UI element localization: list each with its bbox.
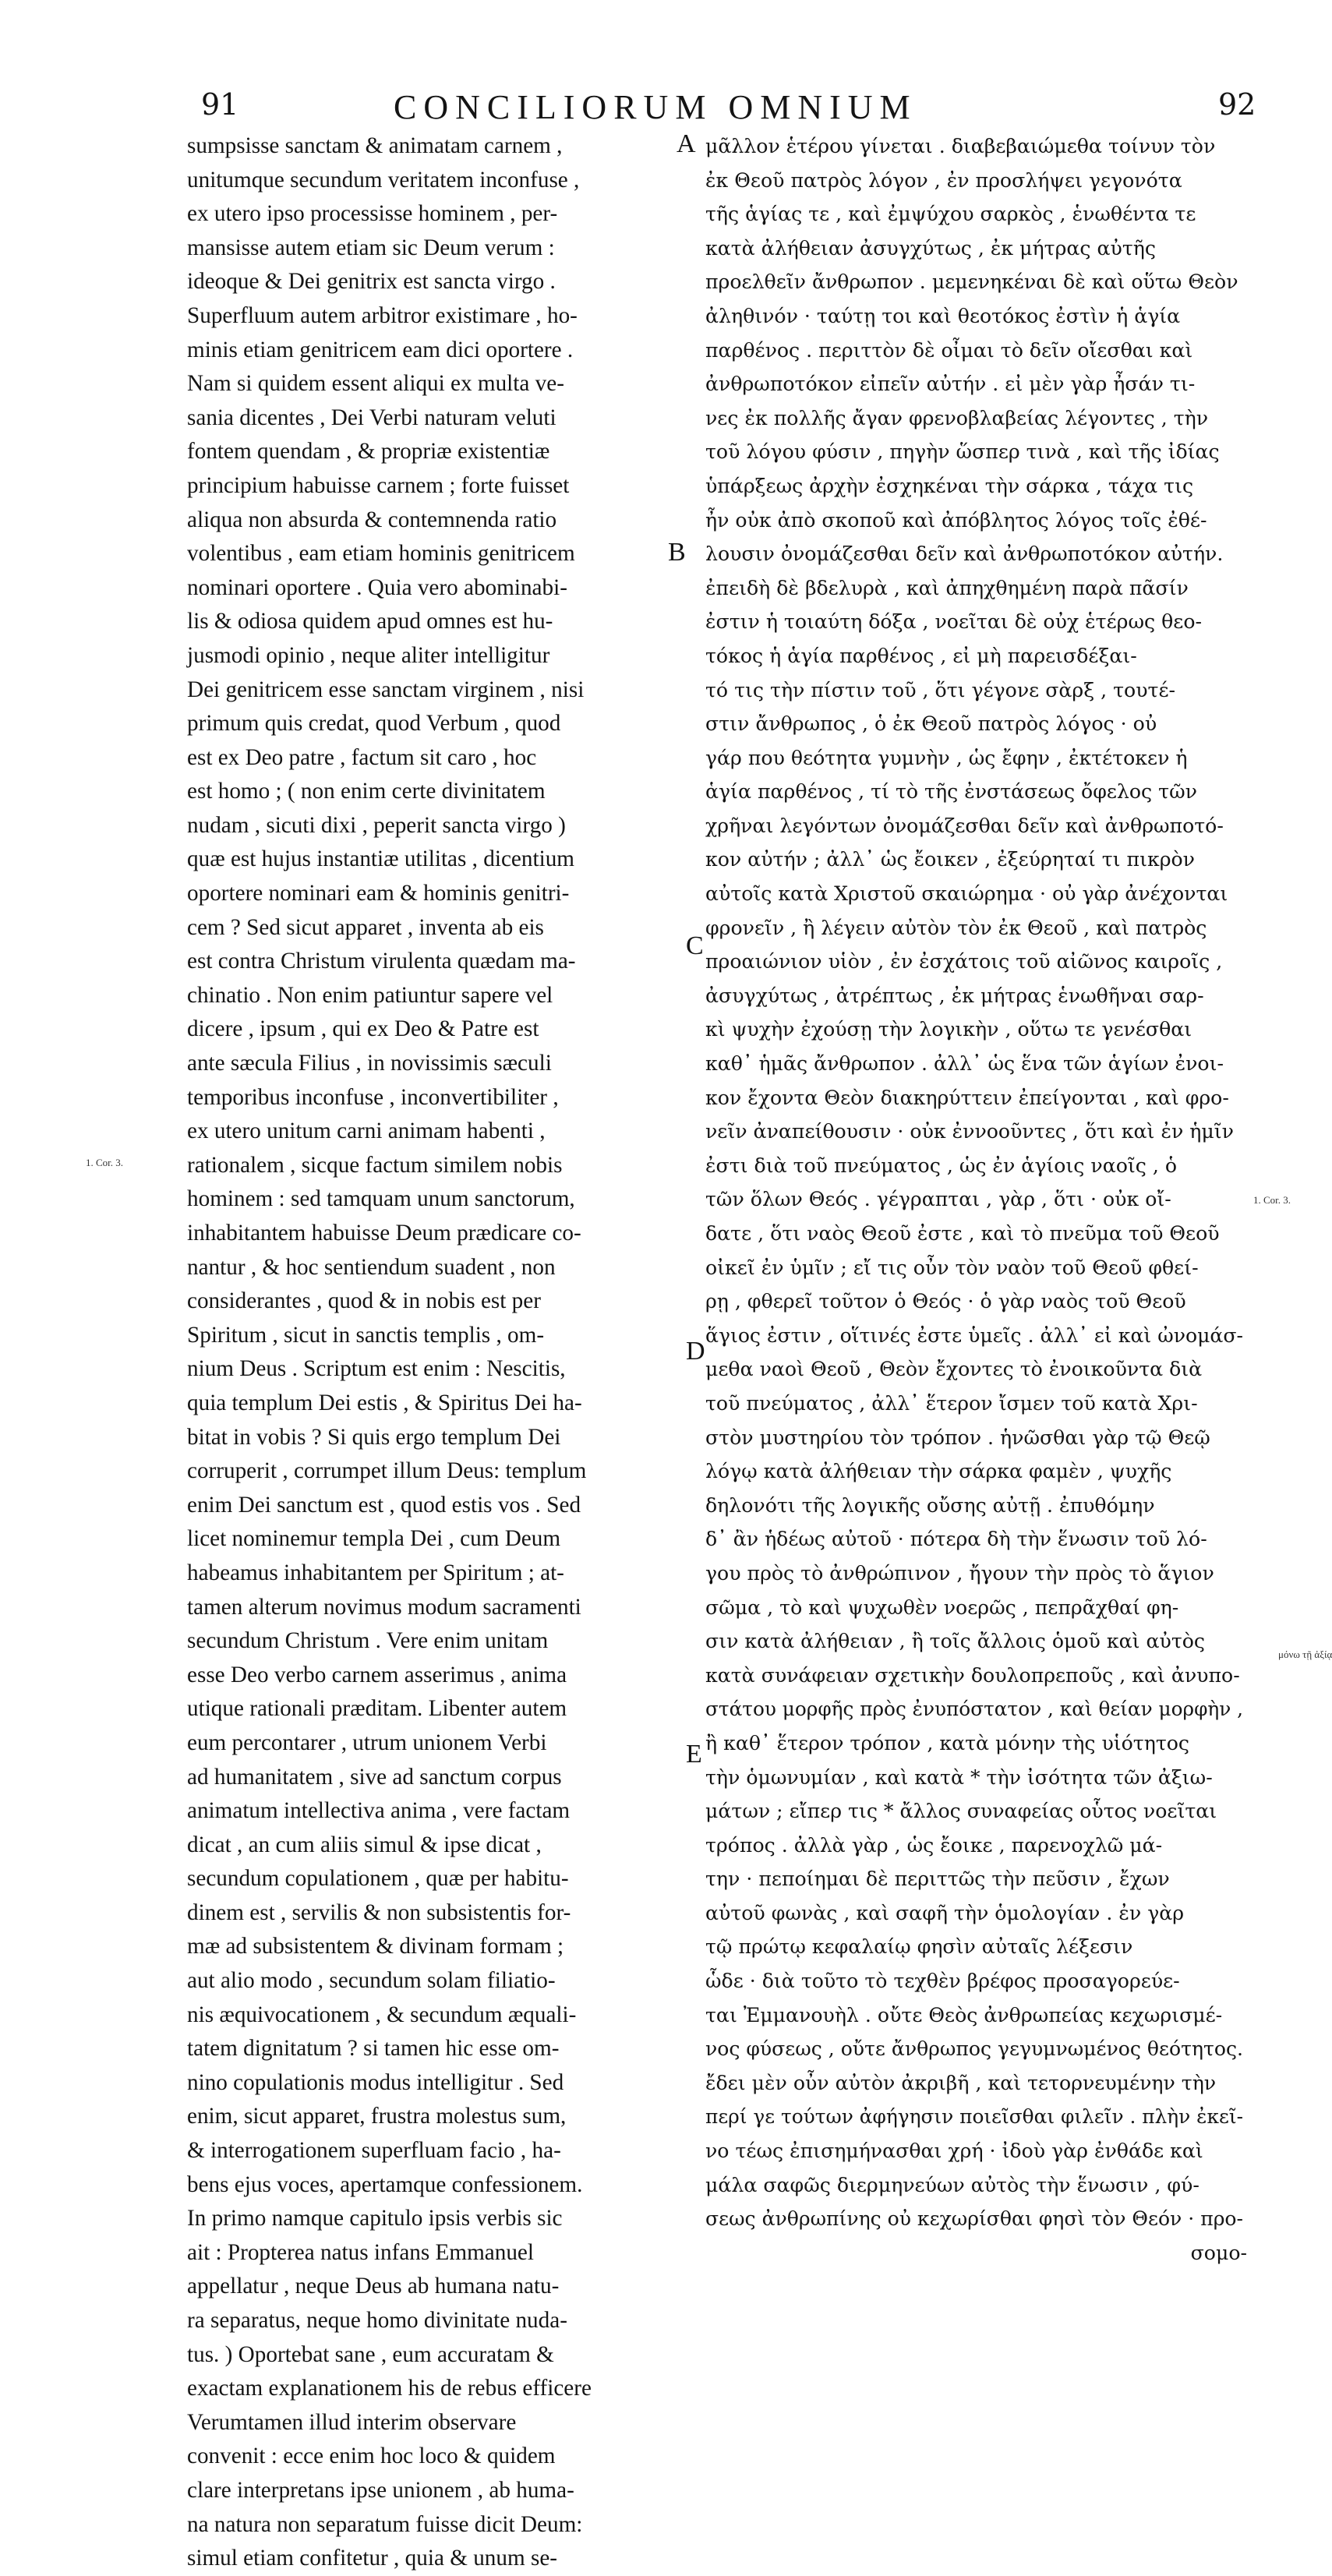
- latin-text-line: est homo ; ( non enim certe divinitatem: [187, 779, 546, 804]
- greek-text-line: ται Ἐμμανουὴλ . οὔτε Θεὸς ἀνθρωπείας κεχωρισμέ-: [705, 2003, 1223, 2027]
- greek-text-line: περί γε τούτων ἀφήγησιν ποιεῖσθαι φιλεῖν . πλὴν ἐκεῖ-: [705, 2105, 1243, 2129]
- latin-text-line: lis & odiosa quidem apud omnes est hu-: [187, 609, 553, 634]
- latin-text-line: tamen alterum novimus modum sacramenti: [187, 1594, 581, 1620]
- greek-text-line: σεως ἀνθρωπίνης οὐ κεχωρίσθαι φησὶ τὸν Θεόν · προ-: [705, 2207, 1244, 2231]
- latin-text-line: primum quis credat, quod Verbum , quod: [187, 711, 561, 737]
- latin-text-line: Superfluum autem arbitror existimare , ho-: [187, 302, 578, 328]
- greek-text-line: τῶν ὅλων Θεός . γέγραπται , γὰρ , ὅτι · οὐκ οἴ-: [705, 1188, 1171, 1211]
- greek-text-line: τοῦ λόγου φύσιν , πηγὴν ὥσπερ τινὰ , καὶ τῆς ἰδίας: [705, 440, 1220, 464]
- latin-text-line: ante sæcula Filius , in novissimis sæculi: [187, 1051, 552, 1076]
- greek-text-line: ἐστι διὰ τοῦ πνεύματος , ὡς ἐν ἁγίοις ναοῖς , ὁ: [705, 1154, 1178, 1177]
- section-marker-e: E: [686, 1740, 702, 1769]
- running-title: CONCILIORUM OMNIUM: [394, 88, 917, 126]
- greek-text-line: λουσιν ὀνομάζεσθαι δεῖν καὶ ἀνθρωποτόκον αὐτήν.: [705, 542, 1224, 566]
- greek-text-line: αὐτοῦ φωνὰς , καὶ σαφῆ τὴν ὁμολογίαν . ἐν γὰρ: [705, 1901, 1185, 1924]
- page-number-right: 92: [1218, 87, 1256, 122]
- latin-text-line: & interrogationem superfluam facio , ha-: [187, 2138, 561, 2164]
- greek-text-line: προελθεῖν ἄνθρωπον . μεμενηκέναι δὲ καὶ οὕτω Θεὸν: [705, 270, 1238, 294]
- greek-text-line: νεῖν ἀναπείθουσιν · οὐκ ἐννοοῦντες , ὅτι καὶ ἐν ἡμῖν: [705, 1120, 1234, 1143]
- latin-text-line: mansisse autem etiam sic Deum verum :: [187, 235, 555, 260]
- greek-text-line: φρονεῖν , ἢ λέγειν αὐτὸν τὸν ἐκ Θεοῦ , καὶ πατρὸς: [705, 916, 1207, 939]
- running-header: [0, 87, 1325, 134]
- greek-text-line: τρόπος . ἀλλὰ γὰρ , ὡς ἔοικε , παρενοχλῶ μά-: [705, 1833, 1163, 1857]
- latin-text-line: est ex Deo patre , factum sit caro , hoc: [187, 744, 537, 770]
- latin-text-line: inhabitantem habuisse Deum prædicare co-: [187, 1221, 581, 1246]
- latin-text-line: fontem quendam , & propriæ existentiæ: [187, 439, 550, 465]
- latin-text-line: jusmodi opinio , neque aliter intelligitur: [187, 642, 550, 668]
- greek-text-line: οἰκεῖ ἐν ὑμῖν ; εἴ τις οὖν τὸν ναὸν τοῦ Θεοῦ φθεί-: [705, 1256, 1199, 1279]
- greek-text-line: μάτων ; εἴπερ τις * ἄλλος συναφείας οὗτος νοεῖται: [705, 1800, 1217, 1823]
- latin-text-line: nium Deus . Scriptum est enim : Nescitis,: [187, 1356, 566, 1382]
- latin-text-line: corruperit , corrumpet illum Deus: templum: [187, 1458, 587, 1484]
- latin-text-line: na natura non separatum fuisse dicit Deum:: [187, 2511, 583, 2537]
- latin-column: [187, 129, 686, 2576]
- latin-text-line: nudam , sicuti dixi , peperit sancta virgo ): [187, 812, 566, 838]
- latin-text-line: nantur , & hoc sentiendum suadent , non: [187, 1254, 556, 1280]
- latin-text-line: dicat , an cum aliis simul & ipse dicat ,: [187, 1832, 542, 1857]
- greek-text-line: γάρ που θεότητα γυμνὴν , ὡς ἔφην , ἐκτέτοκεν ἡ: [705, 746, 1188, 769]
- latin-text-line: secundum copulationem , quæ per habitu-: [187, 1866, 569, 1892]
- greek-text-line: κὶ ψυχὴν ἐχούσῃ τὴν λογικὴν , οὕτω τε γενέσθαι: [705, 1018, 1192, 1041]
- greek-text-line: δηλονότι τῆς λογικῆς οὔσης αὐτῇ . ἐπυθόμην: [705, 1493, 1155, 1517]
- greek-text-line: στιν ἄνθρωπος , ὁ ἐκ Θεοῦ πατρὸς λόγος · οὐ: [705, 712, 1157, 736]
- margin-note-left: 1. Cor. 3.: [86, 1157, 124, 1168]
- greek-text-line: αὐτοῖς κατὰ Χριστοῦ σκαιώρημα · οὐ γὰρ ἀνέχονται: [705, 882, 1228, 906]
- latin-text-line: est contra Christum virulenta quædam ma-: [187, 949, 576, 974]
- latin-text-line: hominem : sed tamquam unum sanctorum,: [187, 1186, 575, 1212]
- greek-text-line: ὧδε · διὰ τοῦτο τὸ τεχθὲν βρέφος προσαγορεύε-: [705, 1970, 1180, 1993]
- section-marker-c: C: [686, 931, 704, 960]
- greek-text-line: ἀσυγχύτως , ἀτρέπτως , ἐκ μήτρας ἑνωθῆναι σαρ-: [705, 984, 1204, 1007]
- latin-text-line: aut alio modo , secundum solam filiatio-: [187, 1968, 556, 1994]
- greek-text-line: σῶμα , τὸ καὶ ψυχωθὲν νοερῶς , πεπρᾶχθαί φη-: [705, 1595, 1179, 1619]
- latin-text-line: sania dicentes , Dei Verbi naturam veluti: [187, 405, 556, 430]
- greek-text-line: νο τέως ἐπισημήνασθαι χρή · ἰδοὺ γὰρ ἐνθάδε καὶ: [705, 2140, 1203, 2163]
- latin-text-line: Nam si quidem essent aliqui ex multa ve-: [187, 371, 564, 397]
- latin-text-line: nominari oportere . Quia vero abominabi-: [187, 574, 567, 600]
- greek-column: [705, 129, 1247, 2270]
- latin-text-line: appellatur , neque Deus ab humana natu-: [187, 2274, 560, 2299]
- latin-text-line: Verumtamen illud interim observare: [187, 2409, 517, 2435]
- greek-text-line: τό τις τὴν πίστιν τοῦ , ὅτι γέγονε σὰρξ , τουτέ-: [705, 678, 1176, 701]
- greek-text-line: προαιώνιον υἱὸν , ἐν ἐσχάτοις τοῦ αἰῶνος καιροῖς ,: [705, 950, 1223, 974]
- latin-text-line: convenit : ecce enim hoc loco & quidem: [187, 2443, 556, 2469]
- greek-text-line: νες ἐκ πολλῆς ἄγαν φρενοβλαβείας λέγοντες , τὴν: [705, 406, 1209, 429]
- greek-text-line: ἔδει μὲν οὖν αὐτὸν ἀκριβῆ , καὶ τετορνευμένην τὴν: [705, 2071, 1217, 2094]
- latin-text-line: mæ ad subsistentem & divinam formam ;: [187, 1934, 564, 1959]
- greek-text-line: μεθα ναοὶ Θεοῦ , Θεὸν ἔχοντες τὸ ἐνοικοῦντα διὰ: [705, 1358, 1203, 1381]
- greek-text-line: τόκος ἡ ἁγία παρθένος , εἰ μὴ παρεισδέξαι-: [705, 644, 1137, 667]
- latin-text-line: temporibus inconfuse , inconvertibiliter ,: [187, 1084, 559, 1110]
- greek-text-line: καθ᾽ ἡμᾶς ἄνθρωπον . ἀλλ᾽ ὡς ἕνα τῶν ἁγίων ἐνοι-: [705, 1052, 1224, 1076]
- greek-text-line: τὴν ὁμωνυμίαν , καὶ κατὰ * τὴν ἰσότητα τῶν ἀξιω-: [705, 1765, 1213, 1789]
- latin-text-line: esse Deo verbo carnem asserimus , anima: [187, 1662, 567, 1687]
- greek-text-line: την · πεποίημαι δὲ περιττῶς τὴν πεῦσιν , ἔχων: [705, 1868, 1170, 1891]
- greek-text-line: γου πρὸς τὸ ἀνθρώπινον , ἤγουν τὴν πρὸς τὸ ἅγιον: [705, 1561, 1214, 1585]
- section-marker-d: D: [686, 1337, 705, 1366]
- latin-text-line: enim Dei sanctum est , quod estis vos . Sed: [187, 1492, 581, 1518]
- latin-text-line: simul etiam confitetur , quia & unum se-: [187, 2546, 558, 2571]
- latin-text-line: habeamus inhabitantem per Spiritum ; at-: [187, 1560, 564, 1585]
- greek-text-line: κατὰ ἀλήθειαν ἀσυγχύτως , ἐκ μήτρας αὐτῆς: [705, 236, 1156, 260]
- latin-text-line: bitat in vobis ? Si quis ergo templum Dei: [187, 1424, 561, 1450]
- greek-text-line: ἅγιος ἐστιν , οἵτινές ἐστε ὑμεῖς . ἀλλ᾽ εἰ καὶ ὠνομάσ-: [705, 1323, 1244, 1347]
- greek-text-line: ἐπειδὴ δὲ βδελυρὰ , καὶ ἀπηχθημένη παρὰ πᾶσίν: [705, 576, 1189, 599]
- latin-text-line: dicere , ipsum , qui ex Deo & Patre est: [187, 1016, 539, 1042]
- latin-text-line: quæ est hujus instantiæ utilitas , dicentium: [187, 846, 574, 872]
- latin-text-line: principium habuisse carnem ; forte fuisset: [187, 472, 570, 498]
- latin-text-line: enim, sicut apparet, frustra molestus sum,: [187, 2104, 567, 2129]
- latin-text-line: sumpsisse sanctam & animatam carnem ,: [187, 133, 563, 158]
- latin-text-line: In primo namque capitulo ipsis verbis sic: [187, 2206, 563, 2231]
- latin-text-line: Spiritum , sicut in sanctis templis , om-: [187, 1322, 545, 1348]
- greek-text-line: σομο-: [1190, 2241, 1247, 2264]
- latin-text-line: oportere nominari eam & hominis genitri-: [187, 881, 570, 906]
- latin-text-line: tus. ) Oportebat sane , eum accuratam &: [187, 2341, 554, 2367]
- latin-text-line: clare interpretans ipse unionem , ab huma-: [187, 2477, 574, 2503]
- section-marker-a: A: [677, 129, 696, 158]
- page-number-left: 91: [201, 87, 239, 122]
- latin-text-line: licet nominemur templa Dei , cum Deum: [187, 1526, 561, 1552]
- greek-text-line: ἢ καθ᾽ ἕτερον τρόπον , κατὰ μόνην τὴς υἱότητος: [705, 1731, 1190, 1754]
- greek-text-line: νος φύσεως , οὔτε ἄνθρωπος γεγυμνωμένος θεότητος.: [705, 2037, 1243, 2061]
- latin-text-line: secundum Christum . Vere enim unitam: [187, 1628, 549, 1654]
- latin-text-line: rationalem , sicque factum similem nobis: [187, 1152, 563, 1178]
- latin-text-line: dinem est , servilis & non subsistentis for-: [187, 1899, 571, 1925]
- greek-text-line: ἦν οὐκ ἀπὸ σκοποῦ καὶ ἀπόβλητος λόγος τοῖς ἐθέ-: [705, 508, 1207, 532]
- greek-text-line: ἀληθινόν · ταύτῃ τοι καὶ θεοτόκος ἐστὶν ἡ ἁγία: [705, 304, 1181, 327]
- greek-text-line: χρῆναι λεγόντων ὀνομάζεσθαι δεῖν καὶ ἀνθρωποτό-: [705, 814, 1224, 837]
- latin-text-line: volentibus , eam etiam hominis genitricem: [187, 541, 575, 567]
- greek-text-line: παρθένος . περιττὸν δὲ οἶμαι τὸ δεῖν οἴεσθαι καὶ: [705, 338, 1193, 362]
- latin-text-line: utique rationali præditam. Libenter autem: [187, 1696, 567, 1722]
- section-marker-b: B: [668, 538, 686, 567]
- latin-text-line: ait : Propterea natus infans Emmanuel: [187, 2239, 534, 2265]
- latin-text-line: unitumque secundum veritatem inconfuse ,: [187, 167, 580, 193]
- latin-text-line: considerantes , quod & in nobis est per: [187, 1288, 541, 1314]
- greek-text-line: ἁγία παρθένος , τί τὸ τῆς ἐνστάσεως ὄφελος τῶν: [705, 780, 1197, 804]
- greek-text-line: ὑπάρξεως ἀρχὴν ἐσχηκέναι τὴν σάρκα , τάχα τις: [705, 474, 1194, 497]
- greek-text-line: σιν κατὰ ἀλήθειαν , ἢ τοῖς ἄλλοις ὁμοῦ καὶ αὐτὸς: [705, 1630, 1206, 1653]
- latin-text-line: nino copulationis modus intelligitur . Sed: [187, 2069, 564, 2095]
- latin-text-line: ideoque & Dei genitrix est sancta virgo .: [187, 269, 556, 295]
- greek-text-line: μᾶλλον ἑτέρου γίνεται . διαβεβαιώμεθα τοίνυν τὸν: [705, 135, 1216, 157]
- latin-text-line: bens ejus voces, apertamque confessionem.: [187, 2171, 583, 2197]
- greek-text-line: ρῃ , φθερεῖ τοῦτον ὁ Θεός · ὁ γὰρ ναὸς τοῦ Θεοῦ: [705, 1290, 1186, 1313]
- greek-text-line: δ᾽ ἂν ἡδέως αὐτοῦ · πότερα δὴ τὴν ἕνωσιν τοῦ λό-: [705, 1528, 1207, 1551]
- greek-text-line: στάτου μορφῆς πρὸς ἐνυπόστατον , καὶ θείαν μορφὴν ,: [705, 1698, 1244, 1721]
- latin-text-line: ad humanitatem , sive ad sanctum corpus: [187, 1764, 562, 1790]
- latin-text-line: exactam explanationem his de rebus efficere: [187, 2376, 592, 2401]
- latin-text-line: animatum intellectiva anima , vere factam: [187, 1798, 571, 1824]
- greek-text-line: κον ἔχοντα Θεὸν διακηρύττειν ἐπείγονται , καὶ φρο-: [705, 1086, 1229, 1109]
- greek-text-line: τοῦ πνεύματος , ἀλλ᾽ ἕτερον ἴσμεν τοῦ κατὰ Χρι-: [705, 1391, 1198, 1415]
- latin-text-line: quia templum Dei estis , & Spiritus Dei ha-: [187, 1390, 582, 1415]
- latin-text-line: Dei genitricem esse sanctam virginem , nisi: [187, 677, 585, 702]
- latin-text-line: minis etiam genitricem eam dici oportere .: [187, 337, 574, 362]
- greek-text-line: ἐκ Θεοῦ πατρὸς λόγον , ἐν προσλήψει γεγονότα: [705, 168, 1182, 192]
- latin-text-line: chinatio . Non enim patiuntur sapere vel: [187, 982, 553, 1008]
- latin-text-line: aliqua non absurda & contemnenda ratio: [187, 507, 557, 532]
- greek-text-line: κατὰ συνάφειαν σχετικὴν δουλοπρεποῦς , καὶ ἀνυπο-: [705, 1663, 1240, 1687]
- greek-text-line: ἐστιν ἡ τοιαύτη δόξα , νοεῖται δὲ οὐχ ἑτέρως θεο-: [705, 610, 1202, 634]
- latin-text-line: ex utero ipso processisse hominem , per-: [187, 201, 558, 227]
- greek-text-line: λόγῳ κατὰ ἀλήθειαν τὴν σάρκα φαμὲν , ψυχῆς: [705, 1460, 1172, 1483]
- greek-text-line: ἀνθρωποτόκον εἰπεῖν αὐτήν . εἰ μὲν γὰρ ἦσάν τι-: [705, 373, 1196, 396]
- margin-note-right-2: μόνω τῇ ἀξίᾳ: [1278, 1648, 1332, 1660]
- greek-text-line: μάλα σαφῶς διερμηνεύων αὐτὸς τὴν ἕνωσιν , φύ-: [705, 2173, 1200, 2196]
- latin-text-line: cem ? Sed sicut apparet , inventa ab eis: [187, 914, 544, 940]
- latin-text-line: eum percontarer , utrum unionem Verbi: [187, 1730, 547, 1755]
- latin-text-line: ex utero unitum carni animam habenti ,: [187, 1118, 546, 1144]
- latin-text-line: tatem dignitatum ? si tamen hic esse om-: [187, 2036, 560, 2062]
- margin-note-right-1: 1. Cor. 3.: [1253, 1194, 1291, 1206]
- greek-text-line: τῆς ἁγίας τε , καὶ ἐμψύχου σαρκὸς , ἑνωθέντα τε: [705, 203, 1196, 226]
- greek-text-line: τῷ πρώτῳ κεφαλαίῳ φησὶν αὐταῖς λέξεσιν: [705, 1935, 1133, 1959]
- greek-text-line: κον αὐτήν ; ἀλλ᾽ ὡς ἔοικεν , ἐξεύρηταί τι πικρὸν: [705, 848, 1195, 871]
- greek-text-line: στὸν μυστηρίου τὸν τρόπον . ἡνῶσθαι γὰρ τῷ Θεῷ: [705, 1426, 1210, 1449]
- greek-text-line: δατε , ὅτι ναὸς Θεοῦ ἐστε , καὶ τὸ πνεῦμα τοῦ Θεοῦ: [705, 1222, 1220, 1245]
- latin-text-line: ra separatus, neque homo divinitate nuda-: [187, 2308, 567, 2333]
- latin-text-line: nis æquivocationem , & secundum æquali-: [187, 2002, 577, 2027]
